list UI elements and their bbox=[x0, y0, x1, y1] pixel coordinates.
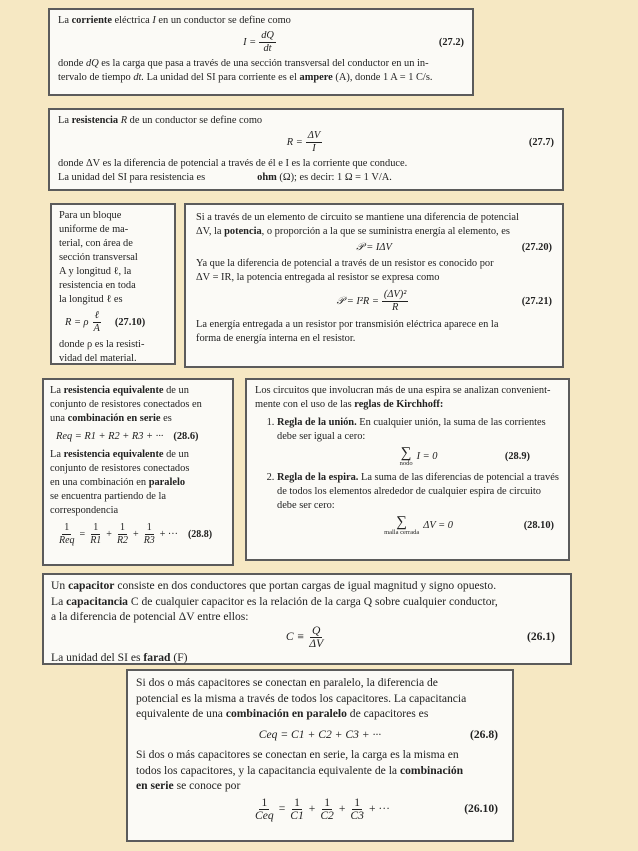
equation-number: (27.2) bbox=[438, 36, 464, 48]
text-line: Para un bloque bbox=[59, 210, 122, 221]
equation-number: (27.21) bbox=[521, 295, 552, 307]
text-line: La resistencia equivalente de un bbox=[50, 385, 189, 396]
text-line: ΔV, la potencia, o proporción a la que se suministra energía al elemento, es bbox=[196, 226, 510, 237]
text-line: resistencia en toda bbox=[59, 280, 136, 291]
text-line: mente con el uso de las reglas de Kirchhoff: bbox=[255, 399, 444, 410]
equation-27-7: R = $\frac{\Delta V}{I}$ (27.7) bbox=[286, 130, 554, 154]
text-line: Si dos o más capacitores se conectan en paralelo, la diferencia de bbox=[136, 676, 438, 689]
kirchhoff-rules-list bbox=[255, 416, 560, 537]
kirchhoff-rules-box bbox=[245, 378, 570, 561]
text-line: donde dQ es la carga que pasa a través de una sección transversal del conductor en un in- bbox=[58, 58, 429, 69]
equation-number: (26.8) bbox=[469, 727, 498, 741]
text-line: La capacitancia C de cualquier capacitor es la relación de la carga Q sobre cualquier conductor, bbox=[51, 594, 498, 608]
text-line: La unidad del SI es farad (F) bbox=[51, 650, 188, 664]
equation-number: (28.10) bbox=[523, 520, 554, 531]
equation-number: (28.8) bbox=[187, 528, 213, 540]
capacitor-combination-box bbox=[126, 669, 514, 842]
current-definition-box bbox=[48, 8, 474, 96]
resistivity-text bbox=[59, 209, 167, 307]
text-line: conjunto de resistores conectados bbox=[50, 463, 190, 474]
equation-number: (26.10) bbox=[464, 802, 498, 816]
text-line: todos los capacitores, y la capacitancia equivalente de la combinación bbox=[136, 763, 464, 777]
text-line: conjunto de resistores conectados en bbox=[50, 399, 202, 410]
text-line: equivalente de una combinación en paralelo de capacitores es bbox=[136, 707, 429, 720]
text-line: a la diferencia de potencial ΔV entre ellos: bbox=[51, 610, 249, 623]
equation-27-10: R = ρ $\frac{\text{ℓ}}{A}$ (27.10) bbox=[65, 310, 146, 334]
list-item: 1. Regla de la unión. En cualquier unión, la suma de las corrientes debe ser igual a cero: ∑ nodo I = 0 (28.9) bbox=[277, 416, 560, 468]
equation-28-9: ∑ nodo I = 0 (28.9) bbox=[399, 445, 530, 467]
text-line: una combinación en serie es bbox=[50, 413, 172, 424]
text-line: forma de energía interna en el resistor. bbox=[196, 333, 356, 344]
text-line: Si a través de un elemento de circuito se mantiene una diferencia de potencial bbox=[196, 212, 519, 223]
text-line: Los circuitos que involucran más de una espira se analizan convenient- bbox=[255, 385, 551, 396]
text-line: la longitud ℓ es bbox=[59, 294, 123, 305]
text-line: ΔV = IR, la potencia entregada al resistor se expresa como bbox=[196, 272, 440, 283]
text-line: uniforme de ma- bbox=[59, 224, 129, 235]
equation-28-8: $\frac{1}{\text{Req}}$ = $\frac{1}{R1}$ + $\frac{1}{R2}$ + $\frac{1}{R3}$ + ··· (28.8) bbox=[59, 522, 213, 546]
equation-26-8: Ceq = C1 + C2 + C3 + ··· (26.8) bbox=[258, 727, 498, 741]
text-line: se encuentra partiendo de la bbox=[50, 491, 166, 502]
text-line: sección transversal bbox=[59, 252, 138, 263]
list-item: 2. Regla de la espira. La suma de las diferencias de potencial a través de todos los elementos alrededor de cualquier espira de circuito debe ser cero: ∑ malla cerrada ΔV = 0 (28.10) bbox=[277, 471, 560, 537]
equation-26-1: C ≡ $\frac{Q}{\Delta V}$ (26.1) bbox=[285, 623, 555, 650]
text-line: Un capacitor consiste en dos conductores que portan cargas de igual magnitud y signo opuesto. bbox=[51, 579, 497, 592]
text-line: La resistencia equivalente de un bbox=[50, 449, 189, 460]
text-line: Si dos o más capacitores se conectan en serie, la carga es la misma en bbox=[136, 748, 459, 761]
text-line: terial, con área de bbox=[59, 238, 133, 249]
equation-number: (27.7) bbox=[528, 136, 554, 148]
text-line: en serie se conoce por bbox=[136, 779, 241, 792]
equation-26-10: $\frac{1}{\text{Ceq}}$ = $\frac{1}{C1}$ + $\frac{1}{C2}$ + $\frac{1}{C3}$ + ··· (26.10) bbox=[255, 795, 498, 822]
equation-number: (27.10) bbox=[114, 316, 146, 328]
power-box bbox=[184, 203, 564, 368]
equation-27-2: I = $\frac{dQ}{dt}$ (27.2) bbox=[243, 30, 464, 54]
text-line: potencial es la misma a través de todos los capacitores. La capacitancia bbox=[136, 691, 467, 705]
capacitor-definition-box bbox=[42, 573, 572, 665]
text-line: tervalo de tiempo dt. La unidad del SI para corriente es el ampere (A), donde 1 A = 1 C/s. bbox=[58, 72, 433, 83]
equation-28-6: Req = R1 + R2 + R3 + ··· (28.6) bbox=[56, 431, 199, 442]
text-line: La unidad del SI para resistencia es ohm (Ω); es decir: 1 Ω = 1 V/A. bbox=[58, 172, 392, 183]
text-line: Ya que la diferencia de potencial a través de un resistor es conocido por bbox=[196, 258, 494, 269]
equation-27-21: 𝒫 = I²R = $\frac{\text{(ΔV)²}}{R}$ (27.21) bbox=[336, 289, 552, 313]
equation-number: (26.1) bbox=[526, 630, 555, 644]
text-line: A y longitud ℓ, la bbox=[59, 266, 132, 277]
equation-number: (28.6) bbox=[173, 431, 199, 442]
text-line: donde ρ es la resisti- bbox=[59, 339, 145, 350]
text-line: La energía entregada a un resistor por transmisión eléctrica aparece en la bbox=[196, 319, 499, 330]
text-line: La resistencia R de un conductor se define como bbox=[58, 115, 263, 126]
text-line: vidad del material. bbox=[59, 353, 137, 364]
text-line: donde ΔV es la diferencia de potencial a través de él e I es la corriente que conduce. bbox=[58, 158, 408, 169]
text-line: La corriente eléctrica I en un conductor se define como bbox=[58, 15, 291, 26]
text-line: en una combinación en paralelo bbox=[50, 477, 186, 488]
equation-number: (27.20) bbox=[521, 242, 552, 253]
equivalent-resistance-box bbox=[42, 378, 234, 566]
equation-28-10: ∑ malla cerrada ΔV = 0 (28.10) bbox=[384, 514, 554, 536]
equation-27-20: 𝒫 = IΔV (27.20) bbox=[356, 242, 552, 253]
text-line: correspondencia bbox=[50, 505, 119, 516]
resistivity-box bbox=[50, 203, 176, 365]
equation-number: (28.9) bbox=[504, 451, 530, 462]
resistance-definition-box bbox=[48, 108, 564, 191]
